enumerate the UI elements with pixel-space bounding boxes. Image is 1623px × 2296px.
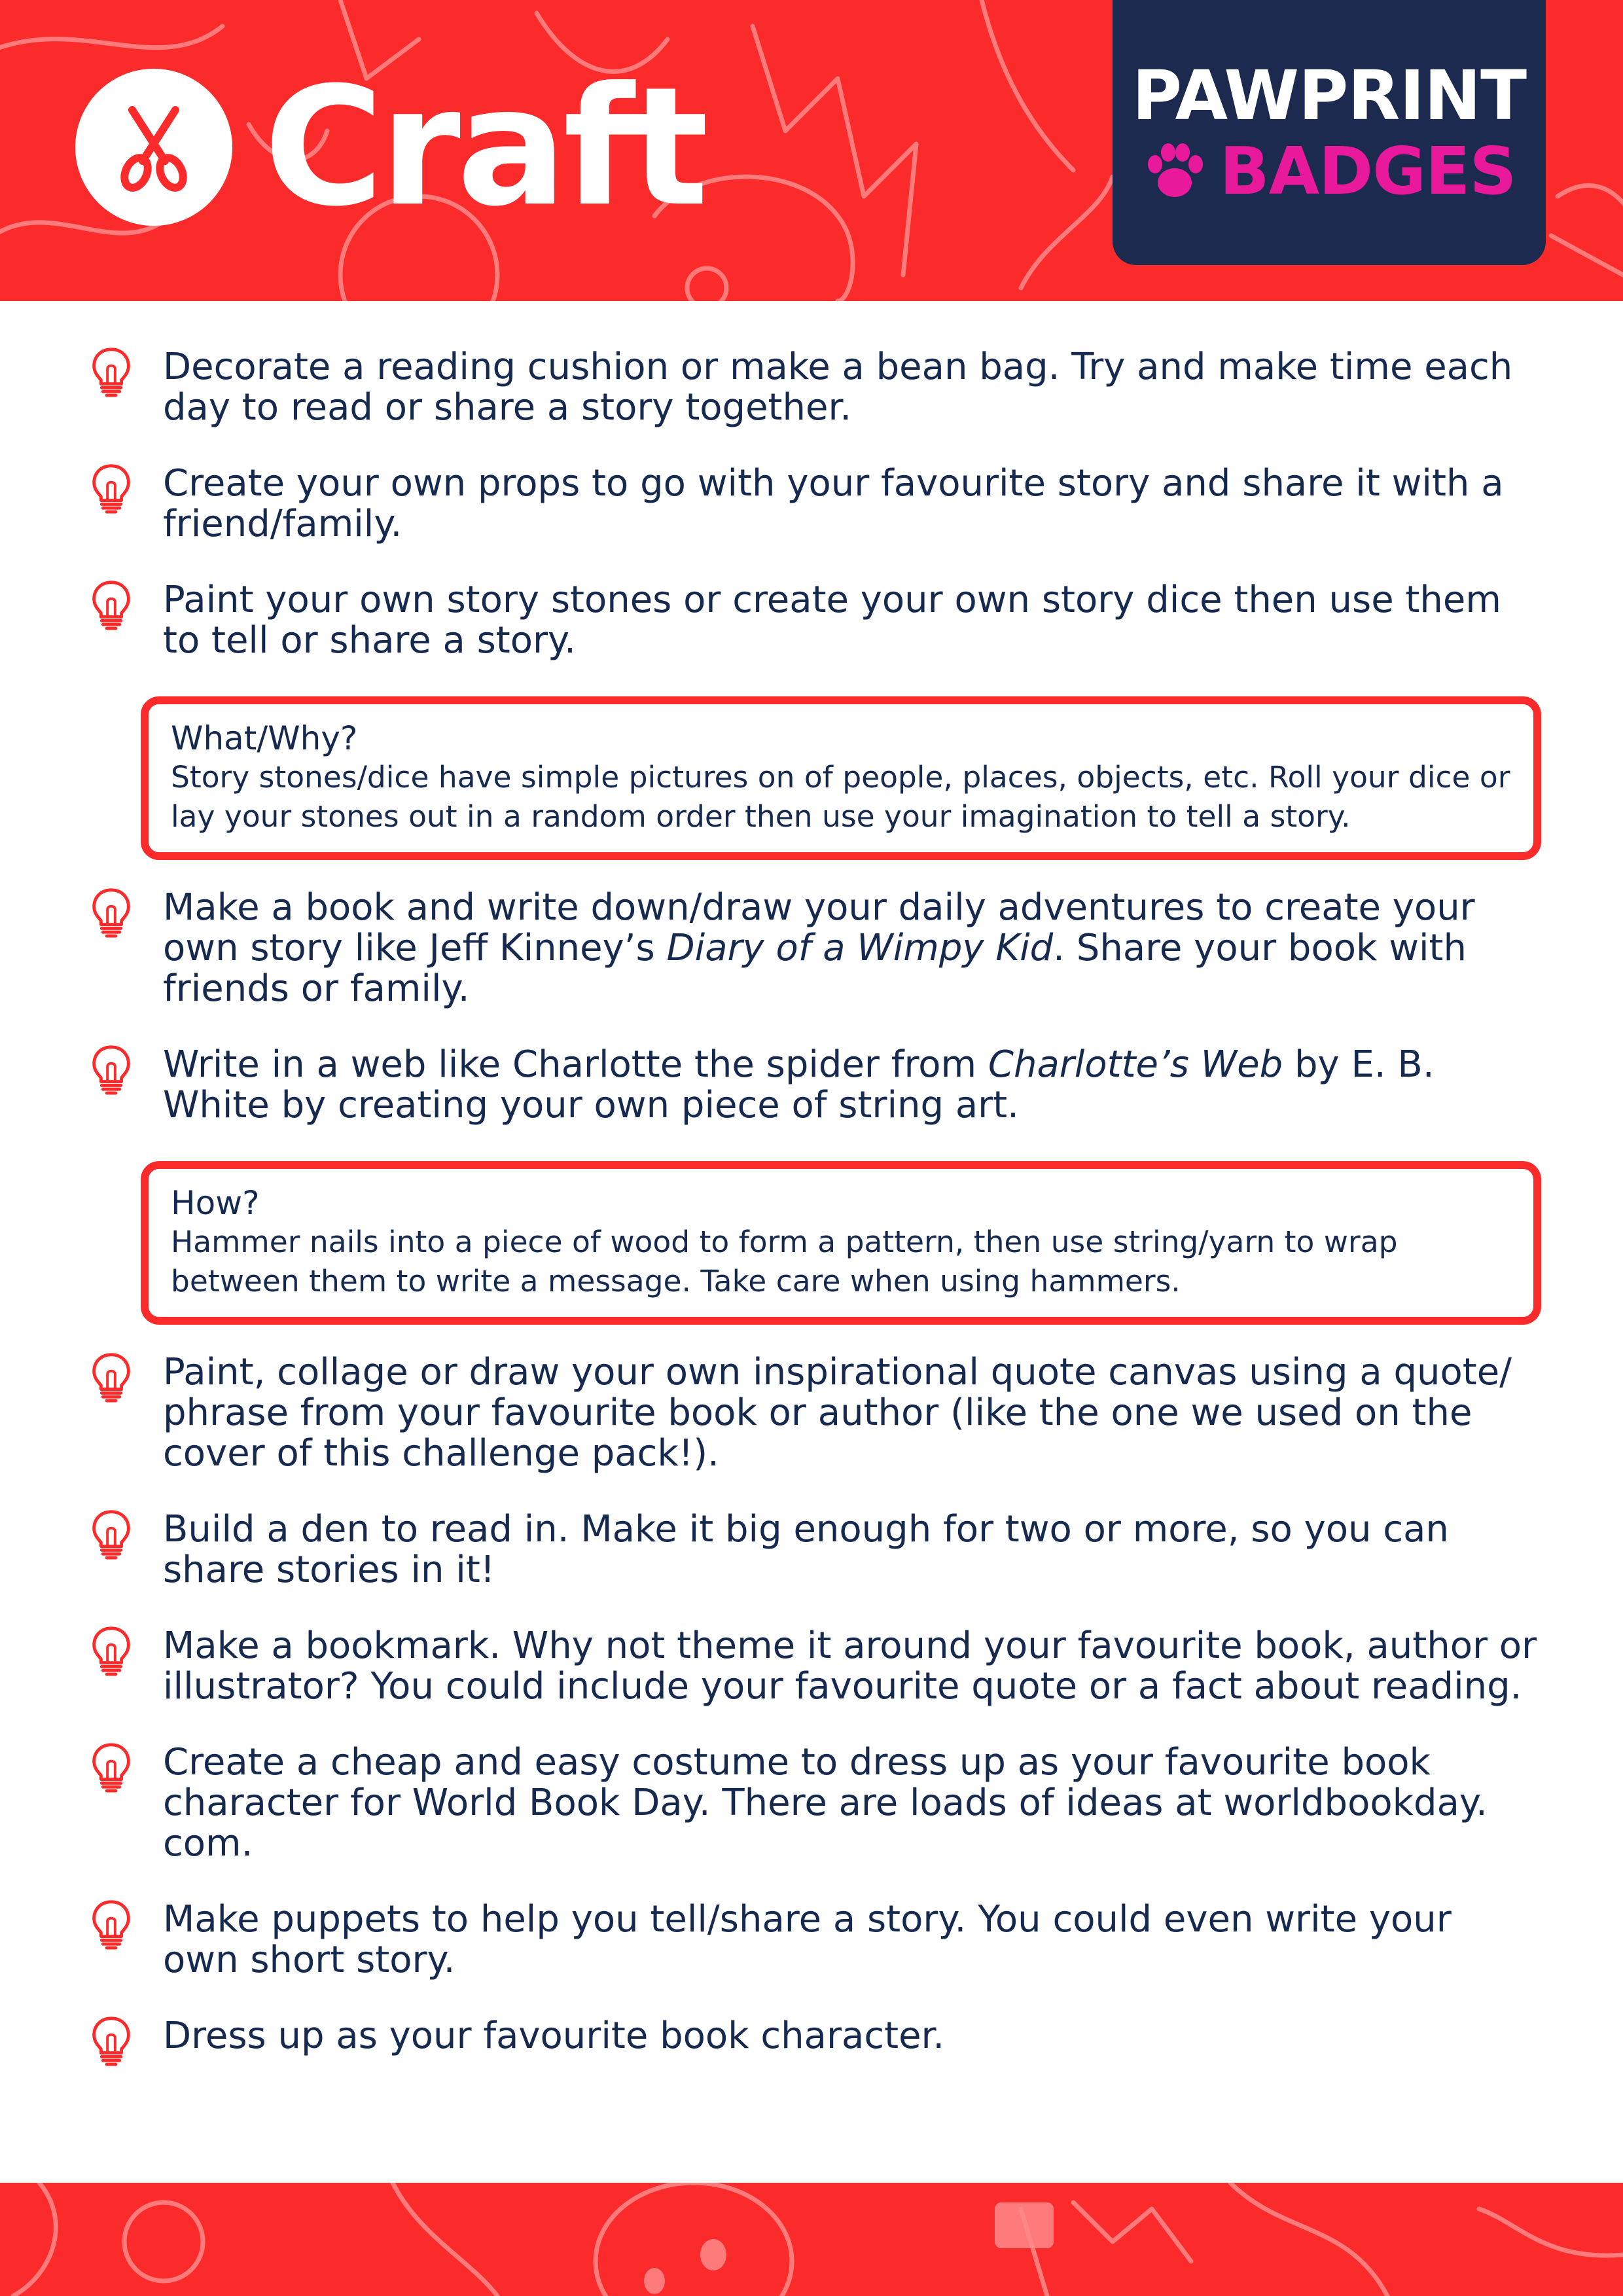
scissors-icon: [75, 69, 232, 226]
list-item: [88, 2016, 1548, 2067]
lightbulb-icon: [88, 1741, 134, 1793]
footer-banner: [0, 2183, 1623, 2296]
lightbulb-icon: [88, 1624, 134, 1677]
list-item: [88, 1742, 1548, 1864]
list-item-text: Make a bookmark. Why not theme it around your favourite book, author or illustrator? You could include your favourite quote or a fact about reading.: [163, 1624, 1537, 1708]
doodle-pattern: [0, 2183, 1623, 2296]
activity-list: [88, 347, 1548, 2102]
logo-bottom-row: [1142, 132, 1516, 209]
list-item-text: Paint your own story stones or create your own story dice then use them to tell or share a story.: [163, 579, 1501, 662]
info-box-how: [141, 1161, 1541, 1325]
list-item: [88, 580, 1548, 661]
lightbulb-icon: [88, 346, 134, 398]
logo-badges-text: BADGES: [1219, 132, 1516, 209]
page-title: Craft: [264, 52, 705, 242]
lightbulb-icon: [88, 2015, 134, 2067]
info-box-title: What/Why?: [171, 719, 358, 757]
header-banner: [0, 0, 1623, 301]
text-segment: . Share your book with friends or family.: [163, 927, 1467, 1010]
text-segment: by E. B. White by creating your own piece of string art.: [163, 1043, 1435, 1126]
list-item-text: [163, 1045, 1537, 1126]
logo-top-text: PAWPRINT: [1132, 55, 1527, 135]
list-item: [88, 1626, 1548, 1707]
list-item-text: Build a den to read in. Make it big enough for two or more, so you can share stories in it!: [163, 1508, 1449, 1591]
list-item-text: Paint, collage or draw your own inspirational quote canvas using a quote/ phrase from your favourite book or author (like the one we used on the cover of this challenge pack!).: [163, 1351, 1512, 1475]
lightbulb-icon: [88, 579, 134, 631]
list-item: [88, 1509, 1548, 1590]
lightbulb-icon: [88, 1508, 134, 1560]
info-box-body: Story stones/dice have simple pictures on of people, places, objects, etc. Roll your dice or lay your stones out in a random order then use your imagination to tell a story.: [171, 760, 1510, 834]
brand-logo: [1113, 0, 1546, 265]
lightbulb-icon: [88, 1043, 134, 1096]
lightbulb-icon: [88, 1351, 134, 1403]
book-title: Charlotte’s Web: [988, 1043, 1283, 1086]
list-item: [88, 1899, 1548, 1981]
lightbulb-icon: [88, 1898, 134, 1950]
lightbulb-icon: [88, 886, 134, 939]
list-item: [88, 463, 1548, 545]
list-item-text: [163, 888, 1537, 1009]
list-item-text: Create a cheap and easy costume to dress up as your favourite book character for World Book Day. There are loads of ideas at worldbookday. com.: [163, 1741, 1488, 1865]
list-item: [88, 888, 1548, 1009]
info-box-what-why: [141, 696, 1541, 860]
list-item: [88, 1045, 1548, 1126]
book-title: Diary of a Wimpy Kid: [666, 927, 1054, 969]
list-item: [88, 1352, 1548, 1474]
info-box-body: Hammer nails into a piece of wood to form a pattern, then use string/yarn to wrap between them to write a message. Take care when using hammers.: [171, 1225, 1398, 1299]
list-item-text: Make puppets to help you tell/share a story. You could even write your own short story.: [163, 1898, 1452, 1981]
text-segment: Make a book and write down/draw your daily adventures to create your own story like Jeff Kinney’s: [163, 886, 1475, 969]
page-title-group: [75, 52, 705, 242]
list-item-text: Dress up as your favourite book character.: [163, 2015, 945, 2057]
list-item-text: Decorate a reading cushion or make a bean bag. Try and make time each day to read or share a story together.: [163, 346, 1513, 429]
lightbulb-icon: [88, 462, 134, 514]
paw-icon: [1142, 142, 1207, 201]
list-item: [88, 347, 1548, 428]
list-item-text: Create your own props to go with your favourite story and share it with a friend/family.: [163, 462, 1504, 545]
text-segment: Write in a web like Charlotte the spider from: [163, 1043, 988, 1086]
info-box-title: How?: [171, 1184, 260, 1222]
